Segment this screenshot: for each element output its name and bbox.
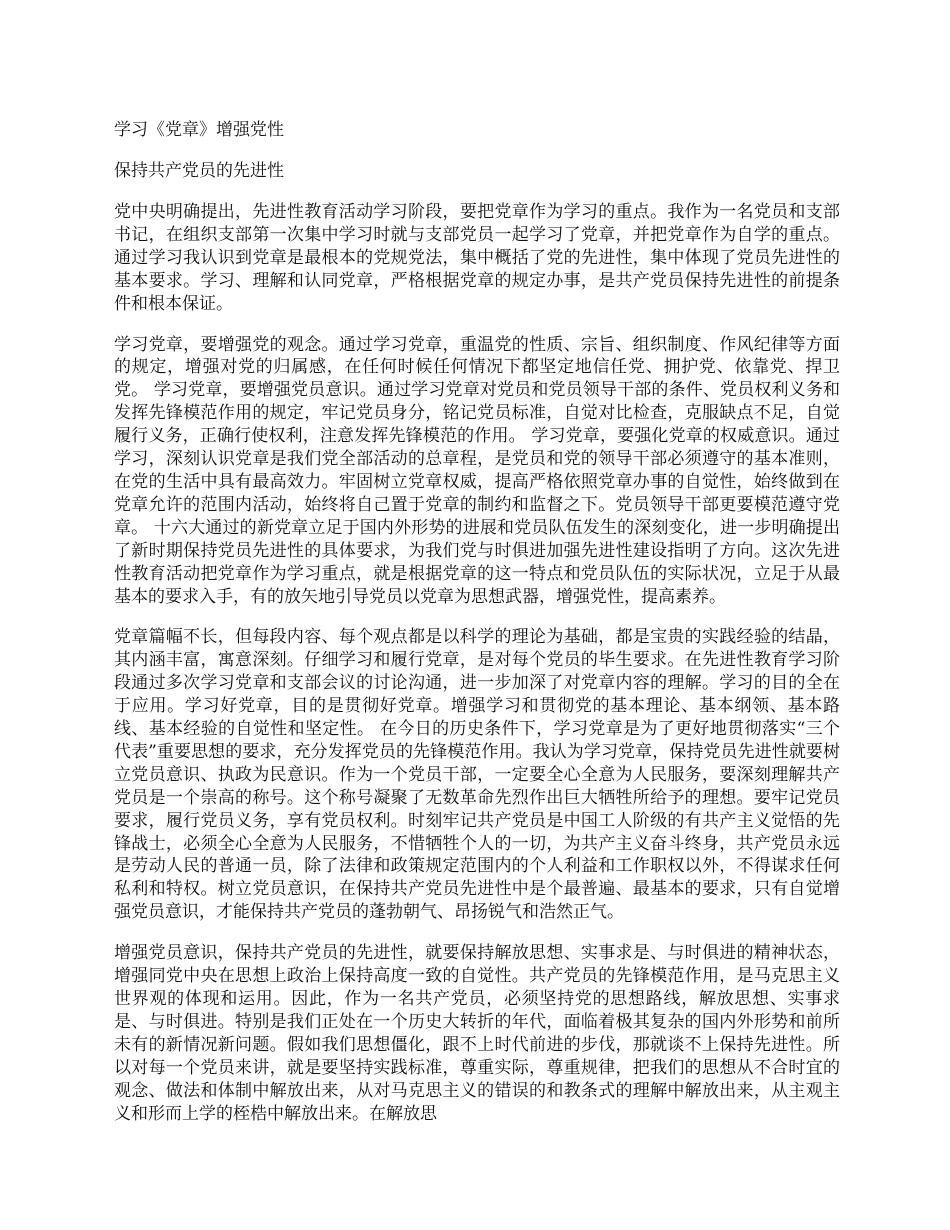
- paragraph: 学习党章，要增强党的观念。通过学习党章，重温党的性质、宗旨、组织制度、作风纪律等方面的规定，增强对党的归属感，在任何时候任何情况下都坚定地信任党、拥护党、依靠党、捍卫党。 学习党章，要增强党员意识。通过学习党章对党员和党员领导干部的条件、党员权利义务和发挥先锋模范作用的规定，牢记党员身分，铭记党员标准，自觉对比检查，克服缺点不足，自觉履行义务，正确行使权利，注意发挥先锋模范的作用。 学习党章，要强化党章的权威意识。通过学习，深刻认识党章是我们党全部活动的总章程，是党员和党的领导干部必须遵守的基本准则，在党的生活中具有最高效力。牢固树立党章权威，提高严格依照党章办事的自觉性，始终做到在党章允许的范围内活动，始终将自己置于党章的制约和监督之下。党员领导干部更要模范遵守党章。 十六大通过的新党章立足于国内外形势的进展和党员队伍发生的深刻变化，进一步明确提出了新时期保持党员先进性的具体要求，为我们党与时俱进加强先进性建设指明了方向。这次先进性教育活动把党章作为学习重点，就是根据党章的这一特点和党员队伍的实际状况，立足于从最基本的要求入手，有的放矢地引导党员以党章为思想武器，增强党性，提高素养。: [114, 334, 840, 607]
- paragraph: 增强党员意识，保持共产党员的先进性，就要保持解放思想、实事求是、与时俱进的精神状态，增强同党中央在思想上政治上保持高度一致的自觉性。共产党员的先锋模范作用，是马克思主义世界观的体现和运用。因此，作为一名共产党员，必须坚持党的思想路线，解放思想、实事求是、与时俱进。特别是我们正处在一个历史大转折的年代，面临着极其复杂的国内外形势和前所未有的新情况新问题。假如我们思想僵化，跟不上时代前进的步伐，那就谈不上保持先进性。所以对每一个党员来讲，就是要坚持实践标准，尊重实际，尊重规律，把我们的思想从不合时宜的观念、做法和体制中解放出来，从对马克思主义的错误的和教条式的理解中解放出来，从主观主义和形而上学的桎梏中解放出来。在解放思: [114, 943, 840, 1124]
- paragraph: 党中央明确提出，先进性教育活动学习阶段，要把党章作为学习的重点。我作为一名党员和支部书记，在组织支部第一次集中学习时就与支部党员一起学习了党章，并把党章作为自学的重点。通过学习我认识到党章是最根本的党规党法，集中概括了党的先进性，集中体现了党员先进性的基本要求。学习、理解和认同党章，严格根据党章的规定办事，是共产党员保持先进性的前提条件和根本保证。: [114, 202, 840, 314]
- document-title: 学习《党章》增强党性: [114, 120, 284, 140]
- document-subtitle: 保持共产党员的先进性: [114, 161, 284, 181]
- document-page: [114, 119, 840, 1125]
- paragraph: 党章篇幅不长，但每段内容、每个观点都是以科学的理论为基础，都是宝贵的实践经验的结晶，其内涵丰富，寓意深刻。仔细学习和履行党章，是对每个党员的毕生要求。在先进性教育学习阶段通过多次学习党章和支部会议的讨论沟通，进一步加深了对党章内容的理解。学习的目的全在于应用。学习好党章，目的是贯彻好党章。增强学习和贯彻党的基本理论、基本纲领、基本路线、基本经验的自觉性和坚定性。 在今日的历史条件下，学习党章是为了更好地贯彻落实“三个代表”重要思想的要求，充分发挥党员的先锋模范作用。我认为学习党章，保持党员先进性就要树立党员意识、执政为民意识。作为一个党员干部，一定要全心全意为人民服务，要深刻理解共产党员是一个崇高的称号。这个称号凝聚了无数革命先烈作出巨大牺牲所给予的理想。要牢记党员要求，履行党员义务，享有党员权利。时刻牢记共产党员是中国工人阶级的有共产主义觉悟的先锋战士，必须全心全意为人民服务，不惜牺牲个人的一切，为共产主义奋斗终身，共产党员永远是劳动人民的普通一员，除了法律和政策规定范围内的个人利益和工作职权以外，不得谋求任何私利和特权。树立党员意识，在保持共产党员先进性中是个最普遍、最基本的要求，只有自觉增强党员意识，才能保持共产党员的蓬勃朝气、昂扬锐气和浩然正气。: [114, 627, 840, 923]
